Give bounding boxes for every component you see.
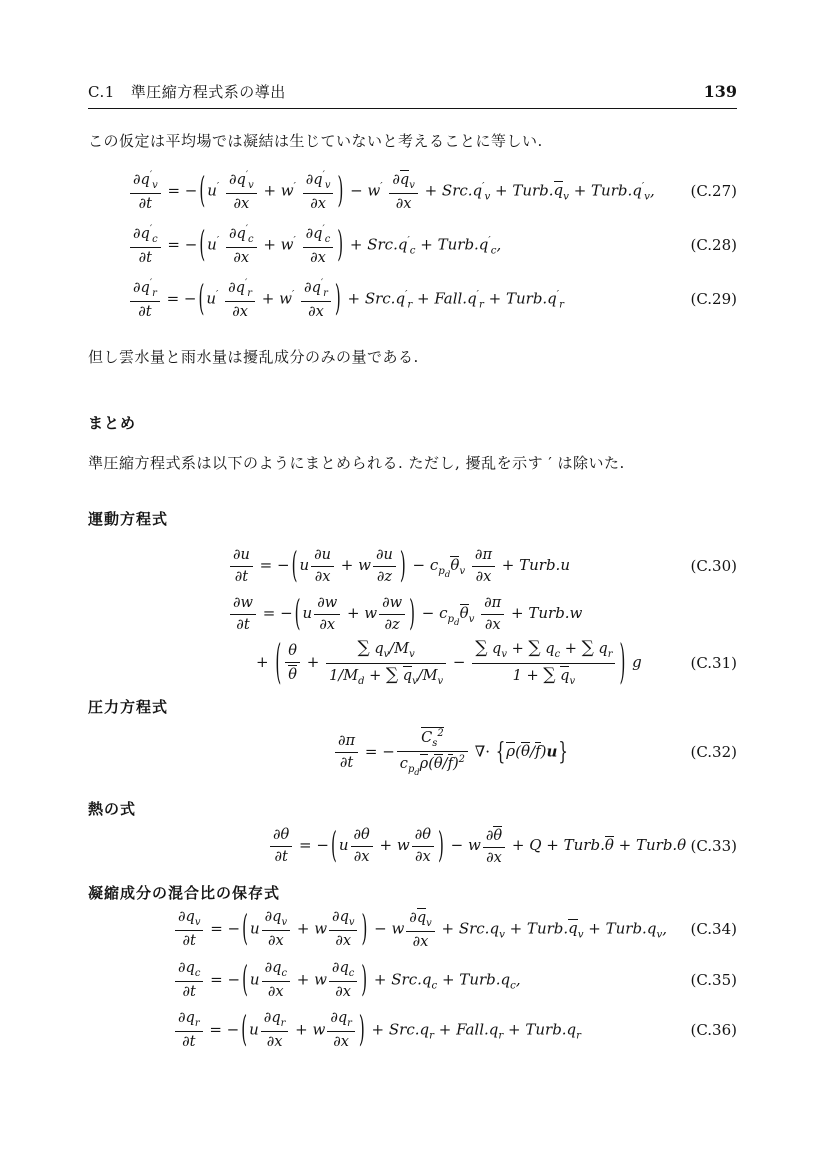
equation-c32 (88, 723, 737, 781)
equation-c28 (88, 219, 737, 271)
heading-mixing-ratio-conservation: 凝縮成分の混合比の保存式 (88, 884, 281, 902)
equation-c33 (88, 819, 737, 873)
paragraph-intro: この仮定は平均場では凝結は生じていないと考えることに等しい. (88, 132, 543, 150)
page-header (88, 82, 737, 109)
equation-c36-body: $\frac{\partial q_r}{\partial t}$ = − ( u $\frac{\partial q_r}{\partial x}$ + w $\frac{\partial q_r}{\partial x}$ ) + $Src.q_r$ + $Fall.q_r$ + $Turb.q_r$ (173, 1010, 581, 1051)
equation-c32-body: $\frac{\partial\pi}{\partial t}$ = − $C_s^2$ $c_{p_d}\rho(\theta/f)^2$ ∇· {ρ(θ/f)u} (333, 727, 569, 778)
equation-c27-body: $\frac{\partial q'_v}{\partial t}$ = − ( u′ $\frac{\partial q'_v}{\partial x}$ + w′ $\frac{\partial q'_v}{\partial x}$ ) − w′ $\frac{\partial q_v}{\partial x}$ + $Src.q'_v$ + $Turb.q_v$ + $Turb.q'_v$, (128, 170, 655, 213)
equation-c30-tag: (C.30) (690, 557, 737, 575)
equation-c35-tag: (C.35) (690, 971, 737, 989)
paragraph-summary-intro: 準圧縮方程式系は以下のようにまとめられる. ただし, 擾乱を示す ′ は除いた. (88, 454, 625, 472)
equation-c30-body: $\frac{\partial u}{\partial t}$ = − ( u $\frac{\partial u}{\partial x}$ + w $\frac{\partial u}{\partial z}$ ) − $c_{p_d}\theta_v$ $\frac{\partial\pi}{\partial x}$ + Turb.u (228, 547, 570, 585)
equation-c31-tag: (C.31) (690, 654, 737, 672)
equation-c33-tag: (C.33) (690, 837, 737, 855)
section-title: 準圧縮方程式系の導出 (130, 83, 286, 101)
equation-c35 (88, 955, 737, 1005)
equation-c36 (88, 1005, 737, 1055)
equation-c33-body: $\frac{\partial\theta}{\partial t}$ = − ( u $\frac{\partial\theta}{\partial x}$ + w $\frac{\partial\theta}{\partial x}$ ) − w $\frac{\partial\theta}{\partial x}$ + Q + Turb.θ + Turb.θ (268, 826, 686, 866)
heading-pressure-equation: 圧力方程式 (88, 698, 169, 716)
equation-c36-tag: (C.36) (690, 1021, 737, 1039)
equation-c28-body: $\frac{\partial q'_c}{\partial t}$ = − ( u′ $\frac{\partial q'_c}{\partial x}$ + w′ $\frac{\partial q'_c}{\partial x}$ ) + $Src.q'_c$ + $Turb.q'_c$, (128, 224, 501, 267)
paragraph-note: 但し雲水量と雨水量は擾乱成分のみの量である. (88, 348, 419, 366)
equation-c29 (88, 273, 737, 325)
equation-c27 (88, 165, 737, 217)
equation-c29-tag: (C.29) (690, 290, 737, 308)
equation-c32-tag: (C.32) (690, 743, 737, 761)
equation-c34-tag: (C.34) (690, 920, 737, 938)
section-number: C.1 (88, 83, 115, 101)
equation-c31-line1 (88, 591, 737, 637)
equation-c31-line2-body: + ( $\frac{\theta}{\theta}$ + $\frac{\sum q_v/M_v}{1/M_d + \sum q_v/M_v}$ − $\frac{\sum q_v + \sum q_c + \sum q_r}{1 + \sum q_v}$ ) g (256, 633, 642, 690)
equation-c27-tag: (C.27) (690, 182, 737, 200)
heading-motion-equations: 運動方程式 (88, 510, 169, 528)
equation-c34 (88, 903, 737, 955)
heading-summary: まとめ (88, 414, 137, 432)
equation-c31-line2 (88, 633, 737, 690)
equation-c30 (88, 541, 737, 591)
equation-c29-body: $\frac{\partial q'_r}{\partial t}$ = − ( u′ $\frac{\partial q'_r}{\partial x}$ + w′ $\frac{\partial q'_r}{\partial x}$ ) + $Src.q'_r$ + $Fall.q'_r$ + $Turb.q'_r$ (128, 278, 564, 321)
equation-c35-body: $\frac{\partial q_c}{\partial t}$ = − ( u $\frac{\partial q_c}{\partial x}$ + w $\frac{\partial q_c}{\partial x}$ ) + $Src.q_c$ + $Turb.q_c$, (173, 960, 521, 1001)
equation-c28-tag: (C.28) (690, 236, 737, 254)
heading-heat-equation: 熱の式 (88, 800, 137, 818)
page-number: 139 (703, 82, 737, 101)
equation-c31-line1-body: $\frac{\partial w}{\partial t}$ = − ( u $\frac{\partial w}{\partial x}$ + w $\frac{\partial w}{\partial z}$ ) − $c_{p_d}\theta_v$ $\frac{\partial\pi}{\partial x}$ + Turb.w (228, 595, 582, 633)
equation-c34-body: $\frac{\partial q_v}{\partial t}$ = − ( u $\frac{\partial q_v}{\partial x}$ + w $\frac{\partial q_v}{\partial x}$ ) − w $\frac{\partial q_v}{\partial x}$ + $Src.q_v$ + $Turb.q_v$ + $Turb.q_v$, (173, 908, 667, 951)
running-head (88, 83, 286, 102)
